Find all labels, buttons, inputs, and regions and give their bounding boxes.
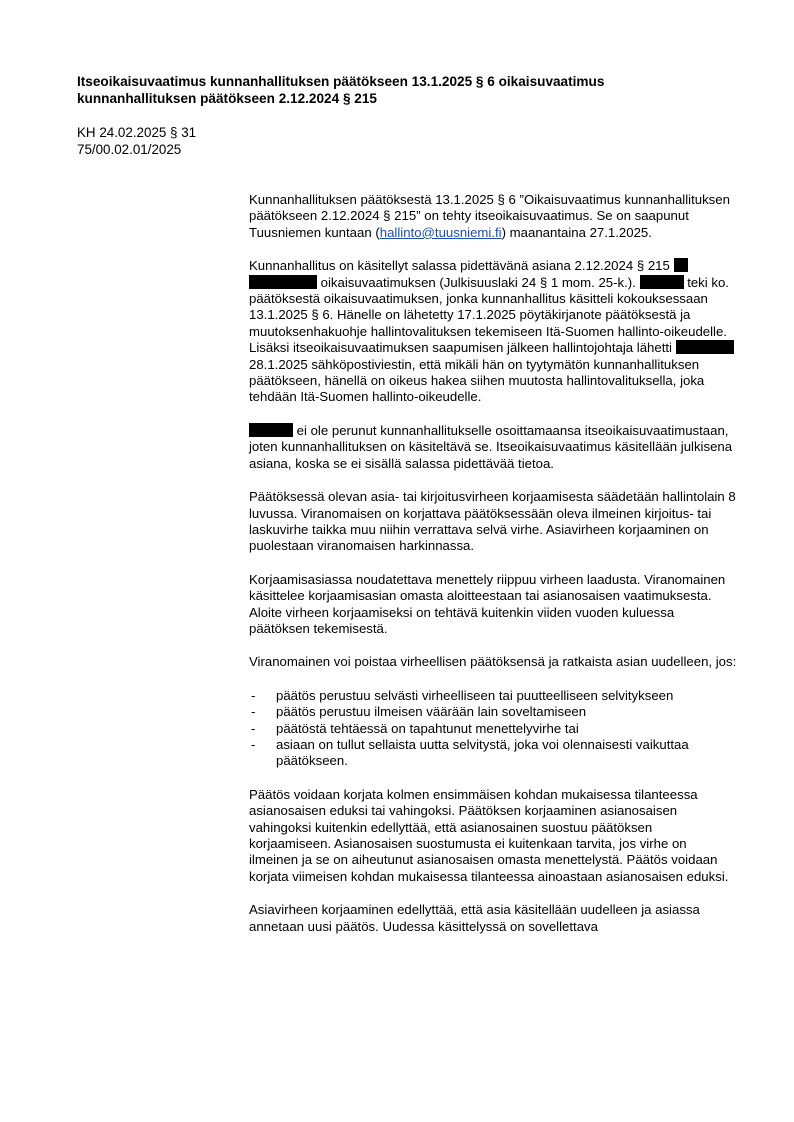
paragraph-2-text-d: 28.1.2025 sähköpostiviestin, että mikäli hän on tyytymätön kunnanhallituksen päätökseen, hänellä on oikeus hakea siihen muutosta hallintovalituksella, joka tehdään Itä-Suomen hallinto-oikeudelle. xyxy=(249,356,705,405)
email-link[interactable]: hallinto@tuusniemi.fi xyxy=(379,224,502,240)
list-dash: - xyxy=(251,687,256,703)
list-item xyxy=(249,737,737,770)
document-title: Itseoikaisuvaatimus kunnanhallituksen päätökseen 13.1.2025 § 6 oikaisuvaatimus kunnanhallituksen päätökseen 2.12.2024 § 215 xyxy=(77,74,605,106)
document-meta xyxy=(77,124,196,158)
list-item-text: päätös perustuu selvästi virheelliseen tai puutteelliseen selvitykseen xyxy=(276,687,674,703)
list-item xyxy=(249,704,737,720)
paragraph-2-text-b: oikaisuvaatimuksen (Julkisuuslaki 24 § 1 mom. 25-k.). xyxy=(320,274,636,290)
paragraph-2-text-c: teki ko. päätöksestä oikaisuvaatimuksen, jonka kunnanhallitus käsitteli kokouksessaan 13.1.2025 § 6. Hänelle on lähetetty 17.1.2025 pöytäkirjanote päätöksestä ja muutoksenhakuohje hallintovalituksen tekemiseen Itä-Suomen hallinto-oikeudelle. Lisäksi itseoikaisuvaatimuksen saapumisen jälkeen hallintojohtaja lähetti xyxy=(249,274,729,356)
paragraph-1-text-b: ) maanantaina 27.1.2025. xyxy=(501,224,652,240)
paragraph-7: Päätös voidaan korjata kolmen ensimmäisen kohdan mukaisessa tilanteessa asianosaisen eduksi tai vahingoksi. Päätöksen korjaaminen asianosaisen vahingoksi kuitenkin edellyttää, että asianosainen suostuu päätöksen korjaamiseen. Asianosaisen suostumusta ei kuitenkaan tarvita, jos virhe on ilmeinen ja se on aiheutunut asianosaisen omasta menettelystä. Päätös voidaan korjata viimeisen kohdan mukaisessa tilanteessa ainoastaan asianosaisen eduksi. xyxy=(249,786,729,884)
redaction-box xyxy=(249,423,293,437)
paragraph-1 xyxy=(249,192,737,241)
list-item-text: päätöstä tehtäessä on tapahtunut menettelyvirhe tai xyxy=(276,720,579,736)
paragraph-5: Korjaamisasiassa noudatettava menettely riippuu virheen laadusta. Viranomainen käsittelee korjaamisasian omasta aloitteestaan tai asianosaisen vaatimuksesta. Aloite virheen korjaamiseksi on tehtävä kuitenkin viiden vuoden kuluessa päätöksen tekemisestä. xyxy=(249,571,726,636)
paragraph-1-text-a: Kunnanhallituksen päätöksestä 13.1.2025 § 6 ”Oikaisuvaatimus kunnanhallituksen päätökseen 2.12.2024 § 215” on tehty itseoikaisuvaatimus. Se on saapunut Tuusniemen kuntaan ( xyxy=(249,192,730,240)
list-item-text: asiaan on tullut sellaista uutta selvitystä, joka voi olennaisesti vaikuttaa päätökseen. xyxy=(276,736,689,769)
redaction-box xyxy=(249,275,317,289)
document-body xyxy=(249,192,737,952)
list-item-text: päätös perustuu ilmeisen väärään lain soveltamiseen xyxy=(276,704,587,720)
paragraph-2-text-a: Kunnanhallitus on käsitellyt salassa pidettävänä asiana 2.12.2024 § 215 xyxy=(249,258,670,274)
paragraph-3 xyxy=(249,423,737,472)
case-number: 75/00.02.01/2025 xyxy=(77,142,182,157)
meeting-reference: KH 24.02.2025 § 31 xyxy=(77,125,197,140)
list-item xyxy=(249,721,737,737)
redaction-box xyxy=(674,258,688,272)
list-dash: - xyxy=(251,704,256,720)
list-dash: - xyxy=(251,720,256,736)
paragraph-8: Asiavirheen korjaaminen edellyttää, että asia käsitellään uudelleen ja asiassa annetaan uusi päätös. Uudessa käsittelyssä on sovellettava xyxy=(249,902,700,934)
condition-list xyxy=(249,688,737,770)
paragraph-3-text: ei ole perunut kunnanhallitukselle osoittamaansa itseoikaisuvaatimustaan, joten kunnanhallituksen on käsiteltävä se. Itseoikaisuvaatimus käsitellään julkisena asiana, koska se ei sisällä salassa pidettävää tietoa. xyxy=(249,422,733,471)
redaction-box xyxy=(676,340,734,354)
paragraph-4: Päätöksessä olevan asia- tai kirjoitusvirheen korjaamisesta säädetään hallintolain 8 luvussa. Viranomaisen on korjattava päätöksessään oleva ilmeinen kirjoitus- tai laskuvirhe taikka muu niihin verrattava selvä virhe. Asiavirheen korjaaminen on puolestaan viranomaisen harkinnassa. xyxy=(249,489,736,554)
list-dash: - xyxy=(251,736,256,752)
paragraph-2 xyxy=(249,258,737,406)
list-item xyxy=(249,688,737,704)
paragraph-6: Viranomainen voi poistaa virheellisen päätöksensä ja ratkaista asian uudelleen, jos: xyxy=(249,654,737,670)
redaction-box xyxy=(640,275,684,289)
